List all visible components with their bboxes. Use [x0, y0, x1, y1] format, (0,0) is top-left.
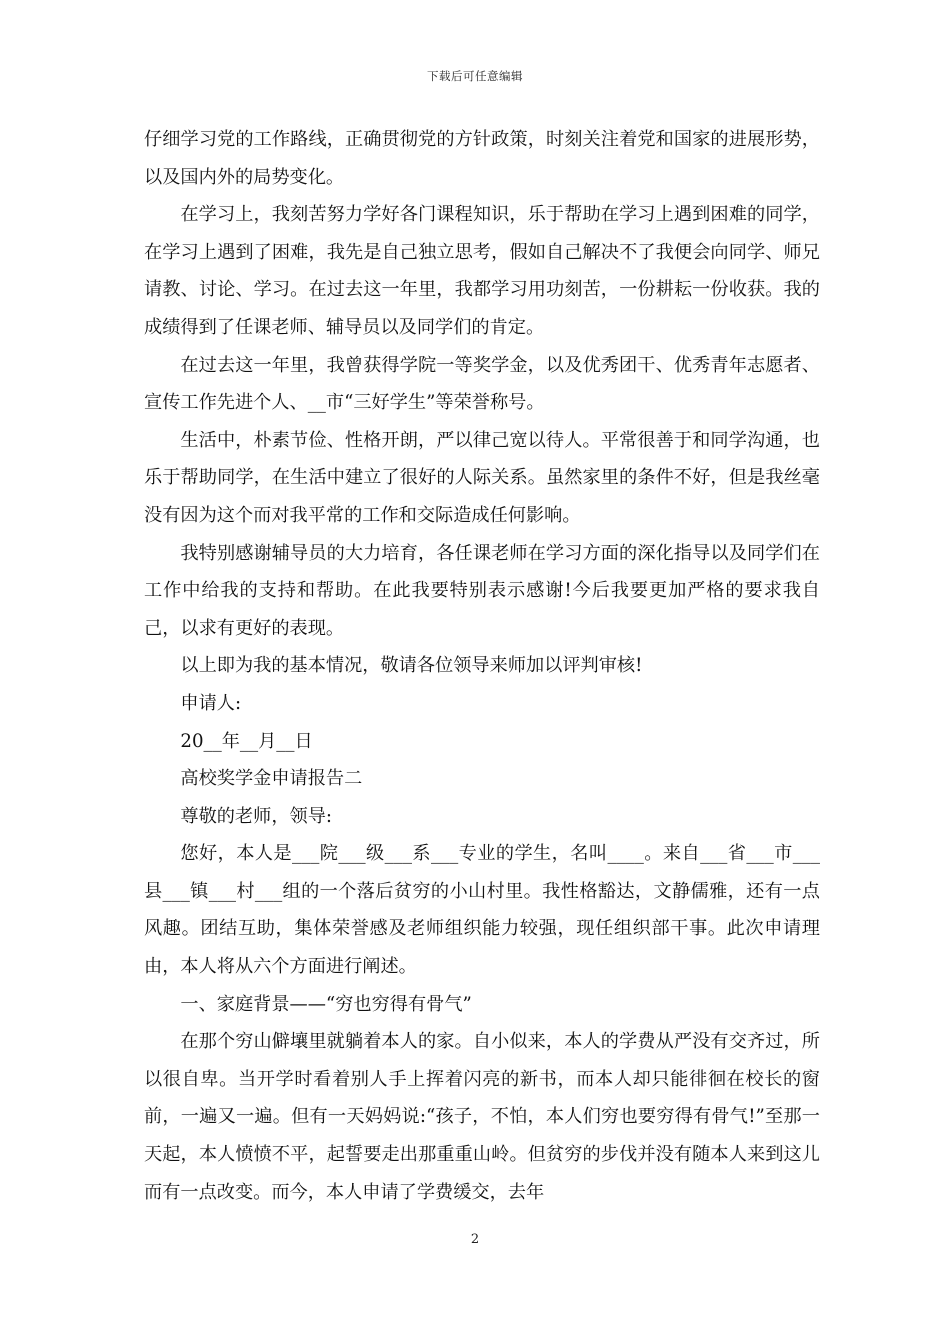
- paragraph: 尊敬的老师，领导:: [180, 805, 333, 827]
- paragraph: 在学习上，我刻苦努力学好各门课程知识，乐于帮助在学习上遇到困难的同学，在学习上遇到了困难，我先是自己独立思考，假如自己解决不了我便会向同学、师兄请教、讨论、学习。在过去这一年里，我都学习用功刻苦，一份耕耘一份收获。我的成绩得到了任课老师、辅导员以及同学们的肯定。: [144, 204, 820, 338]
- paragraph: 以上即为我的基本情况，敬请各位领导来师加以评判审核!: [180, 655, 643, 677]
- document-body: [144, 121, 820, 1211]
- paragraph: 您好，本人是___院___级___系___专业的学生，名叫____。来自___省___市___县___镇___村___组的一个落后贫穷的小山村里。我性格豁达，文静儒雅，还有一点风趣。团结互助，集体荣誉感及老师组织能力较强，现任组织部干事。此次申请理由，本人将从六个方面进行阐述。: [144, 843, 820, 978]
- paragraph: 一、家庭背景——“穷也穷得有骨气”: [180, 993, 472, 1015]
- paragraph: 20__年__月__日: [180, 730, 313, 752]
- paragraph: 生活中，朴素节俭、性格开朗，严以律己宽以待人。平常很善于和同学沟通，也乐于帮助同学，在生活中建立了很好的人际关系。虽然家里的条件不好，但是我丝毫没有因为这个而对我平常的工作和交际造成任何影响。: [144, 429, 820, 526]
- paragraph: 在过去这一年里，我曾获得学院一等奖学金，以及优秀团干、优秀青年志愿者、宣传工作先进个人、__市“三好学生”等荣誉称号。: [144, 354, 820, 414]
- paragraph: 我特别感谢辅导员的大力培育，各任课老师在学习方面的深化指导以及同学们在工作中给我的支持和帮助。在此我要特别表示感谢!今后我要更加严格的要求我自己，以求有更好的表现。: [144, 542, 820, 639]
- page-number: 2: [470, 1232, 480, 1247]
- paragraph: 高校奖学金申请报告二: [180, 768, 363, 790]
- page-header-note: 下载后可任意编辑: [427, 69, 523, 83]
- paragraph: 在那个穷山僻壤里就躺着本人的家。自小似来，本人的学费从严没有交齐过，所以很自卑。当开学时看着别人手上挥着闪亮的新书，而本人却只能徘徊在校长的窗前，一遍又一遍。但有一天妈妈说:“孩子，不怕，本人们穷也要穷得有骨气!”至那一天起，本人愤愤不平，起誓要走出那重重山岭。但贫穷的步伐并没有随本人来到这儿而有一点改变。而今，本人申请了学费缓交，去年: [144, 1031, 820, 1203]
- paragraph: 仔细学习党的工作路线，正确贯彻党的方针政策，时刻关注着党和国家的进展形势，以及国内外的局势变化。: [144, 129, 820, 188]
- paragraph: 申请人:: [180, 692, 242, 714]
